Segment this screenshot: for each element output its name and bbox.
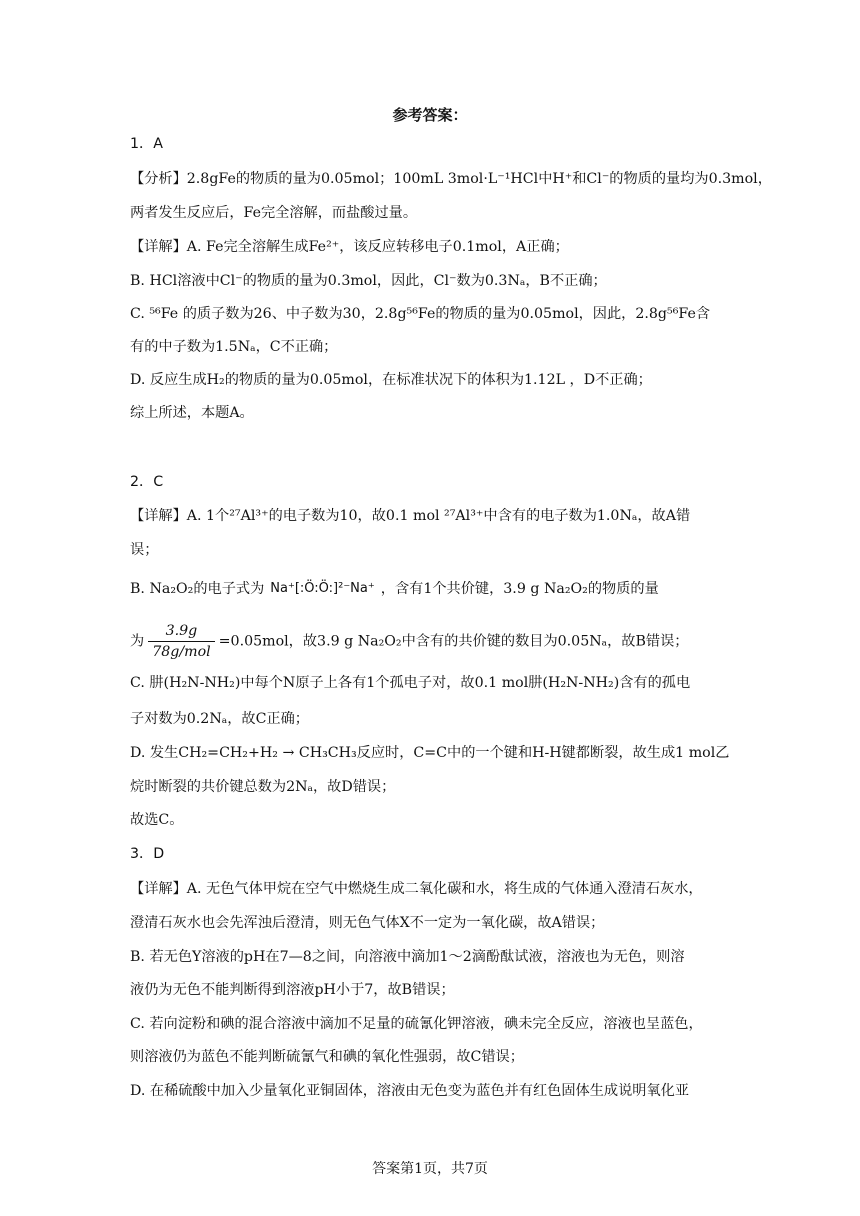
q3-option-b: B. 若无色Y溶液的pH在7—8之间，向溶液中滴加1～2滴酚酞试液，溶液也为无色，则溶 — [130, 949, 685, 965]
fraction-denominator: 78g/mol — [152, 644, 211, 660]
q2-option-b2-pre: 为 — [130, 633, 145, 650]
q1-option-a: 【详解】A. Fe完全溶解生成Fe²⁺，该反应转移电子0.1mol，A正确； — [130, 239, 569, 255]
q2-option-b-pre: B. Na₂O₂的电子式为 — [130, 581, 265, 597]
q2-option-b-post: ，含有1个共价键，3.9 g Na₂O₂的物质的量 — [380, 581, 659, 597]
fraction-numerator: 3.9g — [148, 621, 214, 642]
q1-analysis-cont: 两者发生反应后，Fe完全溶解，而盐酸过量。 — [130, 205, 418, 221]
q3-option-b-cont: 液仍为无色不能判断得到溶液pH小于7，故B错误； — [130, 982, 455, 998]
page-title: 参考答案： — [392, 106, 468, 124]
q2-summary: 故选C。 — [130, 812, 184, 828]
q1-analysis: 【分析】2.8gFe的物质的量为0.05mol；100mL 3mol·L⁻¹HCl中H⁺和Cl⁻的物质的量均为0.3mol， — [130, 171, 772, 187]
q3-option-a-cont: 澄清石灰水也会先浑浊后澄清，则无色气体X不一定为一氧化碳，故A错误； — [130, 915, 605, 931]
q1-summary: 综上所述，本题A。 — [130, 405, 254, 421]
q2-option-b2-post: =0.05mol，故3.9 g Na₂O₂中含有的共价键的数目为0.05Nₐ，故B错误； — [218, 633, 689, 650]
q1-option-b: B. HCl溶液中Cl⁻的物质的量为0.3mol，因此，Cl⁻数为0.3Nₐ，B不正确； — [130, 273, 607, 289]
q2-number: 2．C — [130, 474, 164, 490]
q2-option-b-cont — [130, 621, 730, 662]
q3-option-d: D. 在稀硫酸中加入少量氧化亚铜固体，溶液由无色变为蓝色并有红色固体生成说明氧化亚 — [130, 1083, 690, 1099]
electron-formula: Na⁺[:Ö:Ö:]²⁻Na⁺ — [270, 581, 375, 596]
page-footer: 答案第1页，共7页 — [372, 1161, 488, 1177]
q2-option-a-cont: 误； — [130, 542, 159, 558]
q2-option-a: 【详解】A. 1个²⁷Al³⁺的电子数为10，故0.1 mol ²⁷Al³⁺中含有的电子数为1.0Nₐ，故A错 — [130, 508, 691, 524]
q2-option-b — [130, 579, 730, 599]
q2-option-d-cont: 烷时断裂的共价键总数为2Nₐ，故D错误； — [130, 779, 396, 795]
q1-option-c: C. ⁵⁶Fe 的质子数为26、中子数为30，2.8g⁵⁶Fe的物质的量为0.05mol，因此，2.8g⁵⁶Fe含 — [130, 306, 711, 322]
q3-number: 3．D — [130, 846, 165, 862]
q1-option-c-cont: 有的中子数为1.5Nₐ，C不正确； — [130, 339, 338, 355]
q2-option-c-cont: 子对数为0.2Nₐ，故C正确； — [130, 711, 309, 727]
q1-number: 1．A — [130, 136, 163, 152]
q1-option-d: D. 反应生成H₂的物质的量为0.05mol，在标准状况下的体积为1.12L ，D不正确； — [130, 372, 652, 388]
q3-option-a: 【详解】A. 无色气体甲烷在空气中燃烧生成二氧化碳和水，将生成的气体通入澄清石灰水， — [130, 881, 703, 897]
q3-option-c-cont: 则溶液仍为蓝色不能判断硫氰气和碘的氧化性强弱，故C错误； — [130, 1049, 524, 1065]
q3-option-c: C. 若向淀粉和碘的混合溶液中滴加不足量的硫氰化钾溶液，碘未完全反应，溶液也呈蓝色， — [130, 1016, 703, 1032]
q2-option-c: C. 肼(H₂N-NH₂)中每个N原子上各有1个孤电子对，故0.1 mol肼(H₂N-NH₂)含有的孤电 — [130, 675, 691, 691]
fraction — [148, 621, 214, 662]
q2-option-d: D. 发生CH₂=CH₂+H₂ → CH₃CH₃反应时，C=C中的一个键和H-H键都断裂，故生成1 mol乙 — [130, 745, 730, 761]
